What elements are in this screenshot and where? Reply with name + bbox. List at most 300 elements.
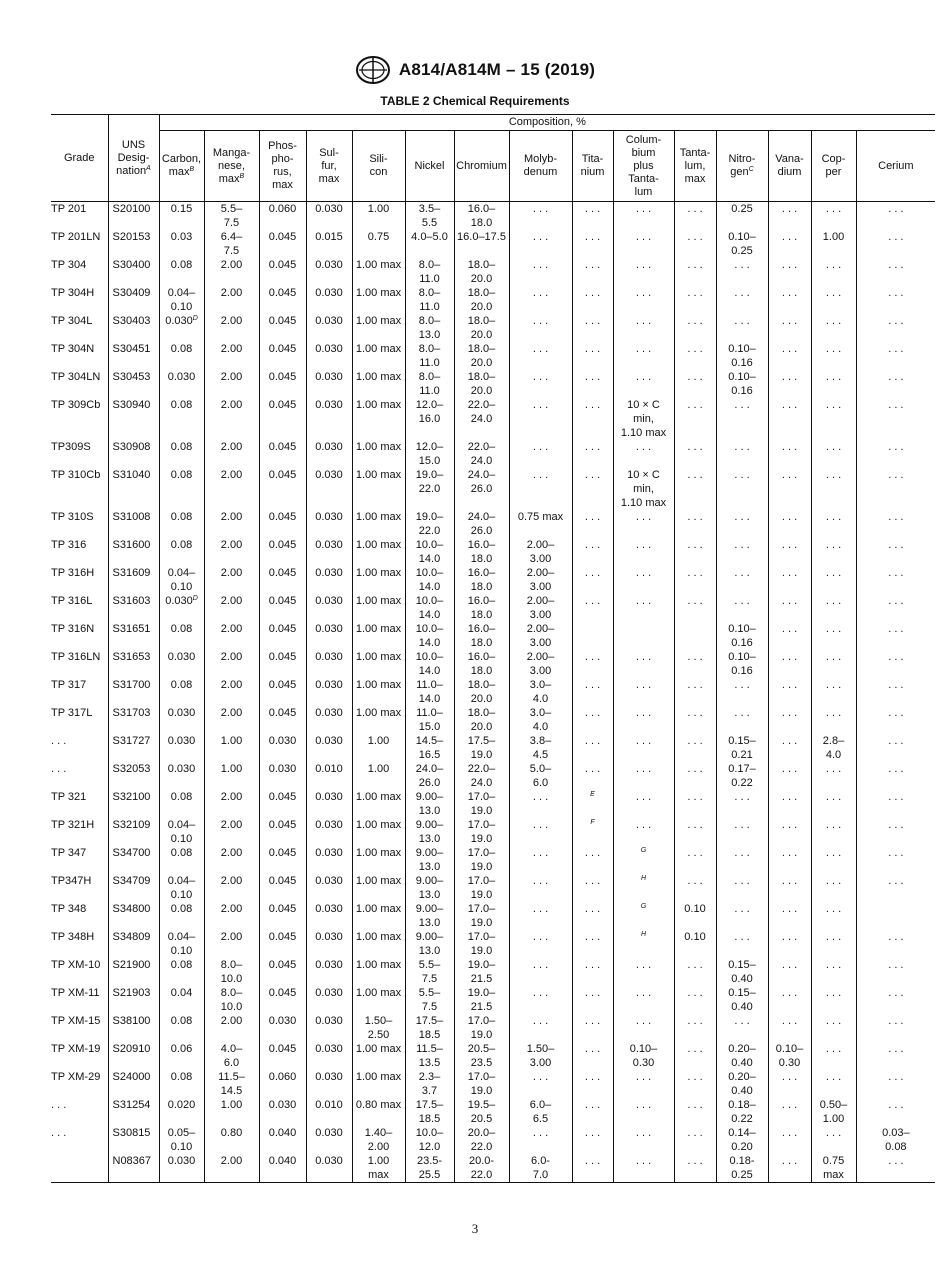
cell-columbium-tantalum: 10 × C min, 1.10 max: [613, 398, 674, 440]
cell-sulfur: 0.030: [306, 258, 352, 286]
cell-chromium: 24.0– 26.0: [454, 510, 509, 538]
cell-cerium: . . .: [856, 650, 935, 678]
cell-cerium: . . .: [856, 930, 935, 958]
cell-manganese: 0.80: [204, 1126, 259, 1154]
cell-molybdenum: . . .: [509, 874, 572, 902]
header-grade: Grade: [51, 115, 108, 202]
cell-chromium: 18.0– 20.0: [454, 678, 509, 706]
table-row: [51, 594, 935, 622]
cell-grade: TP XM-19: [51, 1043, 101, 1055]
table-row: [51, 958, 935, 986]
cell-carbon: 0.030: [159, 650, 204, 678]
cell-cerium: . . .: [856, 986, 935, 1014]
cell-vanadium: . . .: [768, 258, 811, 286]
cell-nitrogen: . . .: [716, 440, 768, 468]
chemical-requirements-table: [51, 114, 935, 1183]
cell-molybdenum: . . .: [509, 258, 572, 286]
cell-titanium: . . .: [572, 230, 613, 258]
cell-carbon: 0.08: [159, 790, 204, 818]
cell-columbium-tantalum: . . .: [613, 986, 674, 1014]
cell-grade: TP 317L: [51, 707, 93, 719]
cell-columbium-tantalum: [613, 622, 674, 650]
cell-vanadium: . . .: [768, 986, 811, 1014]
cell-chromium: 16.0– 18.0: [454, 650, 509, 678]
header-phosphorus: Phos- pho- rus, max: [259, 131, 306, 202]
cell-tantalum: . . .: [674, 678, 716, 706]
cell-carbon: 0.08: [159, 958, 204, 986]
cell-titanium: . . .: [572, 202, 613, 231]
cell-copper: . . .: [811, 594, 856, 622]
cell-grade: TP 310S: [51, 511, 94, 523]
cell-columbium-tantalum: . . .: [613, 1070, 674, 1098]
cell-grade: . . .: [51, 1127, 67, 1139]
table-row: [51, 566, 935, 594]
cell-uns: S31040: [108, 468, 159, 510]
cell-silicon: 1.00 max: [352, 1042, 405, 1070]
cell-grade: TP XM-10: [51, 959, 101, 971]
cell-grade: TP347H: [51, 875, 92, 887]
cell-phosphorus: 0.030: [259, 734, 306, 762]
cell-vanadium: . . .: [768, 958, 811, 986]
cell-manganese: 6.4– 7.5: [204, 230, 259, 258]
cell-molybdenum: 2.00– 3.00: [509, 650, 572, 678]
cell-vanadium: . . .: [768, 622, 811, 650]
cell-nitrogen: 0.10– 0.16: [716, 370, 768, 398]
cell-cerium: 0.03– 0.08: [856, 1126, 935, 1154]
cell-uns: S32100: [108, 790, 159, 818]
cell-titanium: . . .: [572, 370, 613, 398]
cell-columbium-tantalum: 10 × C min, 1.10 max: [613, 468, 674, 510]
cell-cerium: . . .: [856, 706, 935, 734]
cell-chromium: 18.0– 20.0: [454, 342, 509, 370]
cell-cerium: . . .: [856, 734, 935, 762]
cell-columbium-tantalum: . . .: [613, 314, 674, 342]
table-row: [51, 286, 935, 314]
cell-chromium: 22.0– 24.0: [454, 762, 509, 790]
cell-carbon: 0.08: [159, 622, 204, 650]
cell-chromium: 17.0– 19.0: [454, 790, 509, 818]
cell-tantalum: . . .: [674, 1126, 716, 1154]
header-nickel: Nickel: [405, 131, 454, 202]
cell-molybdenum: . . .: [509, 468, 572, 510]
cell-phosphorus: 0.045: [259, 370, 306, 398]
table-row: [51, 1014, 935, 1042]
cell-nitrogen: 0.20– 0.40: [716, 1070, 768, 1098]
cell-uns: S20100: [108, 202, 159, 231]
cell-cerium: . . .: [856, 958, 935, 986]
cell-nitrogen: . . .: [716, 846, 768, 874]
cell-vanadium: . . .: [768, 930, 811, 958]
cell-uns: S31727: [108, 734, 159, 762]
cell-manganese: 2.00: [204, 622, 259, 650]
cell-vanadium: . . .: [768, 650, 811, 678]
cell-chromium: 20.0– 22.0: [454, 1126, 509, 1154]
cell-titanium: . . .: [572, 258, 613, 286]
cell-sulfur: 0.015: [306, 230, 352, 258]
cell-molybdenum: . . .: [509, 846, 572, 874]
cell-sulfur: 0.030: [306, 846, 352, 874]
cell-vanadium: . . .: [768, 468, 811, 510]
cell-phosphorus: 0.045: [259, 846, 306, 874]
cell-columbium-tantalum: . . .: [613, 818, 674, 846]
cell-tantalum: . . .: [674, 510, 716, 538]
cell-nitrogen: 0.10– 0.16: [716, 622, 768, 650]
cell-nitrogen: 0.18- 0.25: [716, 1154, 768, 1183]
header-tantalum: Tanta- lum, max: [674, 131, 716, 202]
cell-phosphorus: 0.040: [259, 1126, 306, 1154]
cell-cerium: . . .: [856, 874, 935, 902]
document-header: [0, 54, 950, 86]
cell-nitrogen: 0.10– 0.16: [716, 650, 768, 678]
cell-nitrogen: . . .: [716, 1014, 768, 1042]
cell-phosphorus: 0.045: [259, 538, 306, 566]
table-row: [51, 706, 935, 734]
cell-grade: . . .: [51, 763, 67, 775]
cell-chromium: 19.0– 21.5: [454, 958, 509, 986]
cell-manganese: 2.00: [204, 1014, 259, 1042]
cell-uns: S24000: [108, 1070, 159, 1098]
cell-manganese: 2.00: [204, 258, 259, 286]
table-row: [51, 258, 935, 286]
cell-nickel: 24.0– 26.0: [405, 762, 454, 790]
cell-copper: . . .: [811, 342, 856, 370]
cell-cerium: [856, 902, 935, 930]
cell-molybdenum: 6.0– 6.5: [509, 1098, 572, 1126]
cell-carbon: 0.03: [159, 230, 204, 258]
header-nitrogen: Nitro- gen$^C$: [716, 131, 768, 202]
cell-chromium: 18.0– 20.0: [454, 370, 509, 398]
cell-uns: S30400: [108, 258, 159, 286]
cell-uns: S31653: [108, 650, 159, 678]
cell-uns: S31700: [108, 678, 159, 706]
cell-uns: S30940: [108, 398, 159, 440]
cell-tantalum: . . .: [674, 1098, 716, 1126]
cell-tantalum: . . .: [674, 258, 716, 286]
cell-tantalum: . . .: [674, 958, 716, 986]
cell-molybdenum: . . .: [509, 286, 572, 314]
cell-copper: . . .: [811, 1070, 856, 1098]
cell-vanadium: . . .: [768, 286, 811, 314]
cell-tantalum: 0.10: [674, 930, 716, 958]
table-row: [51, 1042, 935, 1070]
cell-chromium: 24.0– 26.0: [454, 468, 509, 510]
cell-silicon: 1.00 max: [352, 286, 405, 314]
cell-grade: TP 201: [51, 203, 87, 215]
cell-carbon: 0.08: [159, 1014, 204, 1042]
cell-columbium-tantalum: . . .: [613, 1098, 674, 1126]
cell-copper: . . .: [811, 650, 856, 678]
table-row: [51, 762, 935, 790]
cell-sulfur: 0.030: [306, 566, 352, 594]
cell-silicon: 1.00 max: [352, 650, 405, 678]
cell-sulfur: 0.030: [306, 790, 352, 818]
cell-columbium-tantalum: . . .: [613, 538, 674, 566]
cell-vanadium: . . .: [768, 440, 811, 468]
cell-grade: TP 316H: [51, 567, 95, 579]
table-row: [51, 1098, 935, 1126]
cell-silicon: 1.00 max: [352, 468, 405, 510]
cell-titanium: . . .: [572, 398, 613, 440]
cell-manganese: 2.00: [204, 818, 259, 846]
cell-molybdenum: . . .: [509, 930, 572, 958]
cell-titanium: . . .: [572, 1098, 613, 1126]
cell-phosphorus: 0.045: [259, 678, 306, 706]
cell-carbon: 0.020: [159, 1098, 204, 1126]
cell-silicon: 1.00: [352, 202, 405, 231]
cell-molybdenum: 6.0- 7.0: [509, 1154, 572, 1183]
cell-nitrogen: . . .: [716, 314, 768, 342]
cell-uns: S31600: [108, 538, 159, 566]
cell-silicon: 1.00 max: [352, 986, 405, 1014]
cell-molybdenum: 0.75 max: [509, 510, 572, 538]
cell-carbon: 0.030: [159, 762, 204, 790]
cell-tantalum: . . .: [674, 202, 716, 231]
cell-carbon: 0.08: [159, 1070, 204, 1098]
cell-manganese: 1.00: [204, 1098, 259, 1126]
cell-chromium: 19.5– 20.5: [454, 1098, 509, 1126]
cell-cerium: . . .: [856, 678, 935, 706]
cell-chromium: 17.0– 19.0: [454, 874, 509, 902]
cell-sulfur: 0.030: [306, 650, 352, 678]
cell-uns: S34809: [108, 930, 159, 958]
cell-molybdenum: . . .: [509, 314, 572, 342]
cell-titanium: F: [572, 818, 613, 846]
cell-copper: . . .: [811, 818, 856, 846]
cell-molybdenum: . . .: [509, 958, 572, 986]
cell-nitrogen: 0.20– 0.40: [716, 1042, 768, 1070]
cell-chromium: 20.5– 23.5: [454, 1042, 509, 1070]
cell-titanium: . . .: [572, 706, 613, 734]
cell-nickel: 10.0– 14.0: [405, 538, 454, 566]
cell-chromium: 20.0- 22.0: [454, 1154, 509, 1183]
cell-sulfur: 0.030: [306, 440, 352, 468]
cell-grade: TP 304L: [51, 315, 93, 327]
cell-silicon: 1.00 max: [352, 790, 405, 818]
cell-copper: 1.00: [811, 230, 856, 258]
cell-grade: TP 316N: [51, 623, 95, 635]
cell-carbon: 0.08: [159, 440, 204, 468]
cell-uns: S31008: [108, 510, 159, 538]
cell-nickel: 2.3– 3.7: [405, 1070, 454, 1098]
cell-grade: TP XM-29: [51, 1071, 101, 1083]
cell-copper: . . .: [811, 202, 856, 231]
cell-uns: S31703: [108, 706, 159, 734]
cell-tantalum: . . .: [674, 566, 716, 594]
cell-nitrogen: . . .: [716, 566, 768, 594]
cell-vanadium: . . .: [768, 1070, 811, 1098]
cell-molybdenum: . . .: [509, 1014, 572, 1042]
cell-phosphorus: 0.045: [259, 986, 306, 1014]
cell-silicon: 1.00 max: [352, 706, 405, 734]
cell-phosphorus: 0.060: [259, 202, 306, 231]
cell-columbium-tantalum: . . .: [613, 762, 674, 790]
cell-grade: TP 304: [51, 259, 87, 271]
cell-vanadium: . . .: [768, 1014, 811, 1042]
cell-silicon: 1.00 max: [352, 958, 405, 986]
cell-grade: TP 348: [51, 903, 87, 915]
cell-titanium: . . .: [572, 1042, 613, 1070]
cell-chromium: 18.0– 20.0: [454, 314, 509, 342]
cell-tantalum: . . .: [674, 874, 716, 902]
cell-manganese: 2.00: [204, 286, 259, 314]
cell-uns: S20910: [108, 1042, 159, 1070]
cell-grade: TP 316LN: [51, 651, 101, 663]
cell-grade: TP XM-11: [51, 987, 100, 999]
cell-copper: . . .: [811, 440, 856, 468]
cell-carbon: 0.030: [159, 734, 204, 762]
header-silicon: Sili- con: [352, 131, 405, 202]
cell-carbon: 0.030: [159, 370, 204, 398]
cell-cerium: . . .: [856, 370, 935, 398]
cell-titanium: . . .: [572, 930, 613, 958]
cell-vanadium: . . .: [768, 678, 811, 706]
cell-grade: TP 309Cb: [51, 399, 101, 411]
cell-carbon: 0.030: [159, 706, 204, 734]
cell-cerium: . . .: [856, 1098, 935, 1126]
cell-chromium: 17.0– 19.0: [454, 846, 509, 874]
cell-uns: S34709: [108, 874, 159, 902]
cell-nickel: 4.0–5.0: [405, 230, 454, 258]
cell-carbon: 0.08: [159, 468, 204, 510]
cell-nickel: 9.00– 13.0: [405, 818, 454, 846]
cell-molybdenum: 2.00– 3.00: [509, 538, 572, 566]
cell-manganese: 2.00: [204, 790, 259, 818]
table-row: [51, 790, 935, 818]
cell-molybdenum: 3.0– 4.0: [509, 678, 572, 706]
cell-uns: S21903: [108, 986, 159, 1014]
cell-titanium: . . .: [572, 678, 613, 706]
cell-copper: . . .: [811, 258, 856, 286]
cell-titanium: . . .: [572, 1154, 613, 1183]
cell-grade: TP XM-15: [51, 1015, 101, 1027]
cell-sulfur: 0.030: [306, 902, 352, 930]
cell-silicon: 1.00: [352, 734, 405, 762]
cell-nickel: 10.0– 14.0: [405, 594, 454, 622]
cell-phosphorus: 0.045: [259, 818, 306, 846]
cell-grade: TP 304LN: [51, 371, 101, 383]
cell-molybdenum: . . .: [509, 202, 572, 231]
cell-chromium: 22.0– 24.0: [454, 398, 509, 440]
cell-vanadium: . . .: [768, 1154, 811, 1183]
cell-grade: TP 316: [51, 539, 87, 551]
cell-chromium: 17.0– 19.0: [454, 818, 509, 846]
table-row: [51, 650, 935, 678]
cell-cerium: . . .: [856, 790, 935, 818]
cell-columbium-tantalum: . . .: [613, 706, 674, 734]
cell-molybdenum: . . .: [509, 342, 572, 370]
cell-columbium-tantalum: . . .: [613, 1014, 674, 1042]
cell-chromium: 16.0– 18.0: [454, 202, 509, 231]
cell-nickel: 19.0– 22.0: [405, 510, 454, 538]
cell-sulfur: 0.030: [306, 930, 352, 958]
cell-nickel: 8.0– 11.0: [405, 258, 454, 286]
cell-nickel: 12.0– 16.0: [405, 398, 454, 440]
cell-sulfur: 0.030: [306, 818, 352, 846]
cell-nitrogen: 0.14– 0.20: [716, 1126, 768, 1154]
cell-nitrogen: . . .: [716, 874, 768, 902]
cell-uns: S31609: [108, 566, 159, 594]
table-row: [51, 846, 935, 874]
cell-uns: S34800: [108, 902, 159, 930]
cell-titanium: . . .: [572, 440, 613, 468]
cell-molybdenum: . . .: [509, 1126, 572, 1154]
cell-molybdenum: . . .: [509, 902, 572, 930]
cell-manganese: 2.00: [204, 342, 259, 370]
cell-grade: [51, 1154, 108, 1183]
header-composition: Composition, %: [159, 115, 935, 131]
cell-sulfur: 0.030: [306, 594, 352, 622]
cell-nickel: 8.0– 11.0: [405, 370, 454, 398]
cell-nitrogen: . . .: [716, 258, 768, 286]
cell-manganese: 2.00: [204, 874, 259, 902]
table-row: [51, 986, 935, 1014]
cell-copper: . . .: [811, 622, 856, 650]
cell-copper: . . .: [811, 566, 856, 594]
cell-silicon: 1.50– 2.50: [352, 1014, 405, 1042]
cell-nickel: 11.0– 14.0: [405, 678, 454, 706]
cell-grade: . . .: [51, 735, 67, 747]
cell-nickel: 3.5– 5.5: [405, 202, 454, 231]
cell-chromium: 16.0– 18.0: [454, 538, 509, 566]
cell-columbium-tantalum: H: [613, 930, 674, 958]
cell-vanadium: . . .: [768, 762, 811, 790]
cell-nitrogen: 0.18– 0.22: [716, 1098, 768, 1126]
cell-cerium: . . .: [856, 342, 935, 370]
cell-nitrogen: . . .: [716, 902, 768, 930]
cell-tantalum: . . .: [674, 230, 716, 258]
cell-tantalum: [674, 622, 716, 650]
cell-cerium: . . .: [856, 468, 935, 510]
cell-cerium: . . .: [856, 258, 935, 286]
cell-uns: S20153: [108, 230, 159, 258]
cell-manganese: 8.0– 10.0: [204, 986, 259, 1014]
cell-phosphorus: 0.045: [259, 874, 306, 902]
cell-sulfur: 0.030: [306, 538, 352, 566]
cell-columbium-tantalum: . . .: [613, 958, 674, 986]
astm-logo-icon: [355, 55, 391, 85]
cell-molybdenum: . . .: [509, 440, 572, 468]
cell-manganese: 2.00: [204, 678, 259, 706]
cell-grade: TP 310Cb: [51, 469, 101, 481]
cell-titanium: . . .: [572, 594, 613, 622]
cell-titanium: . . .: [572, 846, 613, 874]
cell-nickel: 17.5– 18.5: [405, 1014, 454, 1042]
cell-sulfur: 0.030: [306, 1126, 352, 1154]
cell-silicon: 1.00 max: [352, 538, 405, 566]
cell-columbium-tantalum: . . .: [613, 258, 674, 286]
cell-silicon: 1.00 max: [352, 510, 405, 538]
cell-phosphorus: 0.045: [259, 958, 306, 986]
cell-copper: 0.75 max: [811, 1154, 856, 1183]
cell-tantalum: . . .: [674, 1042, 716, 1070]
cell-cerium: . . .: [856, 510, 935, 538]
cell-copper: . . .: [811, 790, 856, 818]
cell-manganese: 11.5– 14.5: [204, 1070, 259, 1098]
cell-grade: TP 304H: [51, 287, 95, 299]
header-carbon: Carbon, $\max^B$: [159, 131, 204, 202]
cell-nickel: 19.0– 22.0: [405, 468, 454, 510]
cell-tantalum: . . .: [674, 734, 716, 762]
cell-chromium: 17.0– 19.0: [454, 902, 509, 930]
cell-chromium: 18.0– 20.0: [454, 706, 509, 734]
cell-tantalum: . . .: [674, 370, 716, 398]
cell-copper: . . .: [811, 706, 856, 734]
cell-manganese: 2.00: [204, 468, 259, 510]
cell-uns: S30815: [108, 1126, 159, 1154]
cell-chromium: 17.0– 19.0: [454, 1070, 509, 1098]
cell-nitrogen: . . .: [716, 706, 768, 734]
cell-silicon: 0.80 max: [352, 1098, 405, 1126]
